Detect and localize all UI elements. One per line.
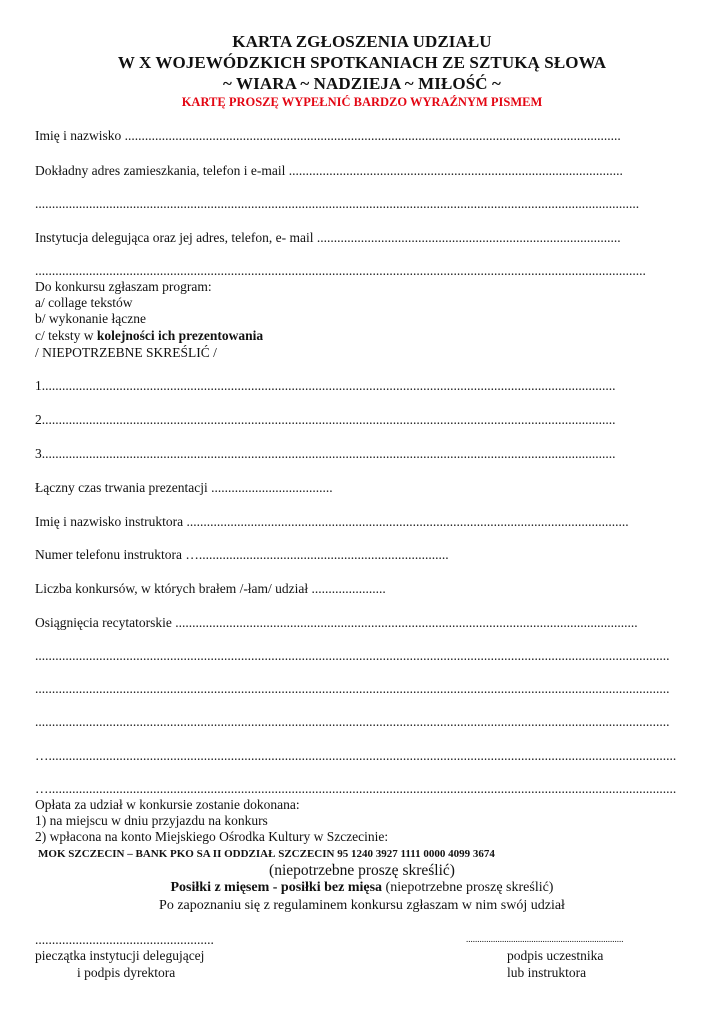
program-option-b: b/ wykonanie łączne	[35, 311, 146, 326]
fill-notice: KARTĘ PROSZĘ WYPEŁNIĆ BARDZO WYRAŹNYM PISMEM	[181, 95, 543, 109]
name-field[interactable]: Imię i nazwisko ...................................................................................................................................................	[35, 128, 621, 143]
achievements-line-3[interactable]: ............................................................................................................................................................................................	[35, 714, 670, 729]
program-line-3[interactable]: 3..........................................................................................................................................................................	[35, 446, 616, 461]
achievements-field[interactable]: Osiągnięcia recytatorskie .........................................................................................................................................	[35, 615, 638, 630]
meals-choice: Posiłki z mięsem - posiłki bez mięsa (niepotrzebne proszę skreślić)	[170, 880, 554, 895]
instructor-name-field[interactable]: Imię i nazwisko instruktora ...................................................................................................................................	[35, 514, 629, 529]
director-signature-label: i podpis dyrektora	[77, 965, 176, 980]
program-intro: Do konkursu zgłaszam program:	[35, 279, 212, 294]
institution-signature-line[interactable]: .....................................................	[35, 932, 214, 947]
institution-stamp-label: pieczątka instytucji delegującej	[35, 948, 205, 963]
address-field[interactable]: Dokładny adres zamieszkania, telefon i e-mail ...................................................................................................	[35, 163, 623, 178]
program-line-2[interactable]: 2..........................................................................................................................................................................	[35, 412, 616, 427]
achievements-line-5[interactable]: …..........................................................................................................................................................................................	[35, 781, 677, 796]
institution-field-cont[interactable]: .....................................................................................................................................................................................	[35, 263, 646, 278]
achievements-line-2[interactable]: ............................................................................................................................................................................................	[35, 681, 670, 696]
bank-account: MOK SZCZECIN – BANK PKO SA II ODDZIAŁ SZCZECIN 95 1240 3927 1111 0000 4099 3674	[38, 848, 495, 860]
achievements-line-4[interactable]: …..........................................................................................................................................................................................	[35, 748, 677, 763]
instructor-phone-field[interactable]: Numer telefonu instruktora …..........................................................................	[35, 547, 449, 562]
instructor-signature-label: lub instruktora	[507, 965, 587, 980]
program-option-a: a/ collage tekstów	[35, 295, 133, 310]
participant-signature-line[interactable]: ......................................................................	[466, 934, 624, 944]
payment-intro: Opłata za udział w konkursie zostanie dokonana:	[35, 797, 300, 812]
program-option-c: c/ teksty w kolejności ich prezentowania	[35, 328, 264, 343]
form-title-line1: KARTA ZGŁOSZENIA UDZIAŁU	[232, 32, 492, 51]
payment-option-2: 2) wpłacona na konto Miejskiego Ośrodka Kultury w Szczecinie:	[35, 829, 389, 844]
program-line-1[interactable]: 1..........................................................................................................................................................................	[35, 378, 616, 393]
duration-field[interactable]: Łączny czas trwania prezentacji ....................................	[35, 480, 333, 495]
address-field-cont[interactable]: ...................................................................................................................................................................................	[35, 196, 640, 211]
payment-option-1: 1) na miejscu w dniu przyjazdu na konkurs	[35, 813, 268, 828]
institution-field[interactable]: Instytucja delegująca oraz jej adres, telefon, e- mail ..........................................................................................	[35, 230, 621, 245]
agreement-statement: Po zapoznaniu się z regulaminem konkursu zgłaszam w nim swój udział	[159, 898, 565, 913]
form-title-line2: W X WOJEWÓDZKICH SPOTKANIACH ZE SZTUKĄ SŁOWA	[117, 53, 607, 72]
program-strike-note: / NIEPOTRZEBNE SKREŚLIĆ /	[35, 345, 217, 360]
form-title-line3: ~ WIARA ~ NADZIEJA ~ MIŁOŚĆ ~	[223, 74, 501, 93]
achievements-line-1[interactable]: ............................................................................................................................................................................................	[35, 648, 670, 663]
participant-signature-label: podpis uczestnika	[507, 948, 604, 963]
payment-strike-note: (niepotrzebne proszę skreślić)	[269, 862, 455, 879]
contests-count-field[interactable]: Liczba konkursów, w których brałem /-łam/ udział ......................	[35, 581, 386, 596]
